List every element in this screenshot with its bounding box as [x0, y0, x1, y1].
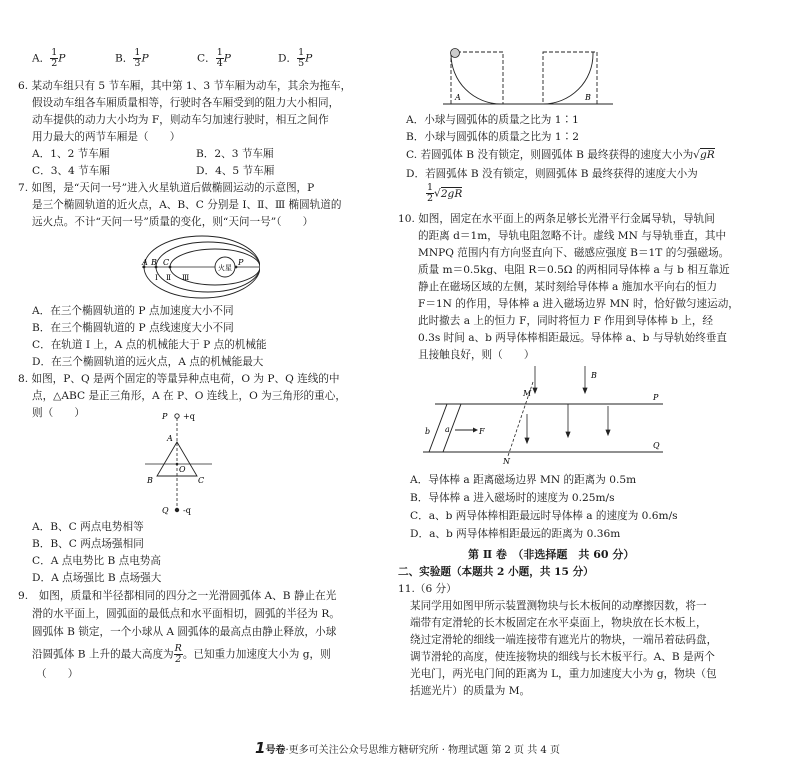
label-a-rod: a: [445, 425, 450, 434]
q8-option-c: C．A 点电势比 B 点电势高: [32, 555, 161, 567]
q6-option-d: D．4、5 节车厢: [196, 165, 275, 177]
q5-option-a: A． $\frac{1}{2}$ P: [32, 47, 66, 69]
charge-q: [175, 508, 179, 512]
charge-p: [175, 414, 179, 418]
section-2-subtitle: 二、实验题（本题共 2 小题，共 15 分）: [398, 566, 594, 578]
label-ii: Ⅱ: [166, 273, 172, 282]
label-minus-q: -q: [183, 506, 191, 515]
q9-line-2: 滑的水平面上，圆弧面的最低点和水平面相切，圆弧的半径为 R。: [32, 608, 340, 620]
q11-line-5: 光电门，两光电门间的距离为 L，重力加速度大小为 g，物块（包: [410, 668, 717, 680]
q11-line-6: 括遮光片）的质量为 M。: [410, 685, 531, 697]
q10-line-6: F＝1N 的作用，导体棒 a 进入磁场边界 MN 时，恰好做匀速运动，: [418, 298, 739, 310]
label-b-rod: b: [425, 427, 431, 436]
label-n: N: [503, 457, 510, 464]
label-c: C: [198, 476, 205, 485]
q10-option-d: D．a、b 两导体棒相距最远的距离为 0.36m: [410, 528, 621, 540]
q6-line-4: 用力最大的两节车厢是（ ）: [32, 131, 181, 143]
q10-option-c: C．a、b 两导体棒相距最远时导体棒 a 的速度为 0.6m/s: [410, 510, 678, 522]
q5-option-b: B． $\frac{1}{3}$ P: [115, 47, 149, 69]
q11-number: 11.（6 分）: [398, 583, 457, 595]
q6-option-a: A．1、2 节车厢: [32, 148, 110, 160]
q11-line-4: 调节滑轮的高度，使连接物块的细线与长木板平行。A、B 是两个: [410, 651, 715, 663]
q7-line-1: 7. 如图，是“天问一号”进入火星轨道后做椭圆运动的示意图，P: [18, 182, 315, 194]
q7-option-a: A．在三个椭圆轨道的 P 点加速度大小不同: [32, 305, 234, 317]
force-arrow-head: [473, 428, 478, 433]
q9-option-b: B．小球与圆弧体的质量之比为 1∶2: [406, 131, 579, 143]
q6-option-b: B．2、3 节车厢: [196, 148, 274, 160]
q11-line-1: 某同学用如图甲所示装置测物块与长木板间的动摩擦因数，将一: [410, 600, 707, 612]
q9-option-a: A．小球与圆弧体的质量之比为 1∶1: [406, 114, 579, 126]
section-2-title: 第 Ⅱ 卷 （非选择题 共 60 分）: [468, 548, 635, 561]
label-c: C: [163, 258, 170, 267]
orbit-diagram: [140, 232, 260, 302]
label-a: A: [142, 258, 148, 267]
label-b: B: [585, 93, 591, 102]
rails-diagram: [423, 364, 673, 464]
brand-logo: 1: [255, 739, 266, 757]
charges-diagram: [140, 406, 230, 518]
q10-line-1: 10. 如图，固定在水平面上的两条足够长光滑平行金属导轨，导轨间: [398, 213, 715, 225]
brand-name: 号卷: [265, 745, 286, 756]
q10-line-9: 且接触良好，则（ ）: [418, 349, 535, 361]
label-q: Q: [653, 441, 660, 450]
label-b: B: [151, 258, 157, 267]
q10-line-7: 此时撤去 a 上的恒力 F，同时将恒力 F 作用到导体棒 b 上，经: [418, 315, 714, 327]
label-p: P: [653, 393, 659, 402]
footer-text: ·更多可关注公众号思维方糖研究所 · 物理试题 第 2 页 共 4 页: [285, 745, 560, 756]
q10-line-2: 的距离 d＝1m，导轨电阻忽略不计。虚线 MN 与导轨垂直，其中: [418, 230, 727, 242]
label-b: B: [147, 476, 153, 485]
q7-line-2: 是三个椭圆轨道的近火点，A、B、C 分别是 Ⅰ、Ⅱ、Ⅲ 椭圆轨道的: [32, 199, 342, 211]
q10-line-4: 质量 m＝0.5kg、电阻 R＝0.5Ω 的两相同导体棒 a 与 b 相互靠近: [418, 264, 730, 276]
arc-bodies-diagram: [443, 44, 613, 109]
q9-line-3: 圆弧体 B 锁定，一个小球从 A 圆弧体的最高点由静止释放，小球: [32, 626, 337, 638]
q8-line-3: 则（ ）: [32, 407, 85, 419]
q7-line-3: 远火点。不计“天问一号”质量的变化，则“天问一号”（ ）: [32, 216, 314, 228]
q11-line-3: 绕过定滑轮的细线一端连接带有遮光片的物块，一端吊着砝码盘，: [410, 634, 718, 646]
q8-option-a: A．B、C 两点电势相等: [32, 521, 144, 533]
q5-option-d: D． $\frac{1}{5}$ P: [278, 47, 313, 69]
q8-option-d: D．A 点场强比 B 点场强大: [32, 572, 162, 584]
label-p: P: [162, 412, 168, 421]
q10-option-a: A．导体棒 a 距离磁场边界 MN 的距离为 0.5m: [410, 474, 637, 486]
label-i: Ⅰ: [155, 273, 158, 282]
label-a: A: [167, 434, 173, 443]
ball: [451, 49, 460, 58]
q7-option-b: B．在三个椭圆轨道的 P 点线速度大小不同: [32, 322, 234, 334]
point-p: [235, 266, 238, 269]
q6-option-c: C．3、4 节车厢: [32, 165, 110, 177]
q7-option-d: D．在三个椭圆轨道的远火点，A 点的机械能最大: [32, 356, 264, 368]
label-p: P: [238, 258, 244, 267]
label-m: M: [523, 389, 532, 398]
q8-option-b: B．B、C 两点场强相同: [32, 538, 144, 550]
label-a: A: [455, 93, 461, 102]
label-b-field: B: [591, 371, 597, 380]
label-iii: Ⅲ: [182, 273, 190, 282]
q10-line-3: MNPQ 范围内有方向竖直向下、磁感应强度 B＝1T 的匀强磁场。: [418, 247, 730, 259]
page-footer: [255, 740, 560, 759]
q9-option-d: D．若圆弧体 B 没有锁定，则圆弧体 B 最终获得的速度大小为: [406, 168, 698, 180]
q6-line-1: 6. 某动车组只有 5 节车厢，其中第 1、3 节车厢为动车，其余为拖车，: [18, 80, 352, 92]
q9-option-d-value: $\frac{1}{2}$ √2gR: [427, 182, 463, 204]
point-o: [176, 463, 179, 466]
q7-option-c: C．在轨道 Ⅰ 上，A 点的机械能大于 P 点的机械能: [32, 339, 267, 351]
q9-line-5: （ ）: [36, 668, 79, 680]
q10-line-5: 静止在磁场区域的左侧，某时刻给导体棒 a 施加水平向右的恒力: [418, 281, 718, 293]
label-f: F: [479, 427, 485, 436]
label-q: Q: [162, 506, 169, 515]
mars-label: 火星: [218, 264, 232, 272]
q10-option-b: B．导体棒 a 进入磁场时的速度为 0.25m/s: [410, 492, 615, 504]
q10-line-8: 0.3s 时间 a、b 两导体棒相距最远。导体棒 a、b 与导轨始终垂直: [418, 332, 727, 344]
q5-option-c: C． $\frac{1}{4}$ P: [197, 47, 231, 69]
q9-line-4: 沿圆弧体 B 上升的最大高度为 $\frac{R}{2}$ 。已知重力加速度大小为 g，则: [32, 643, 331, 665]
q9-line-1: 9. 如图，质量和半径都相同的四分之一光滑圆弧体 A、B 静止在光: [18, 590, 337, 602]
q6-line-3: 动车提供的动力大小均为 F，则动车匀加速行驶时，相互之间作: [32, 114, 329, 126]
label-o: O: [179, 465, 186, 474]
q6-line-2: 假设动车组各车厢质量相等，行驶时各车厢受到的阻力大小相同，: [32, 97, 340, 109]
q8-line-2: 点，△ABC 是正三角形，A 在 P、O 连线上，O 为三角形的重心，: [32, 390, 346, 402]
q11-line-2: 端带有定滑轮的长木板固定在水平桌面上，物块放在长木板上，: [410, 617, 707, 629]
label-plus-q: +q: [183, 412, 195, 421]
q8-line-1: 8. 如图，P、Q 是两个固定的等量异种点电荷，O 为 P、Q 连线的中: [18, 373, 340, 385]
q9-option-c: C. 若圆弧体 B 没有锁定，则圆弧体 B 最终获得的速度大小为√gR: [406, 149, 715, 161]
field-arrows: [525, 366, 610, 443]
